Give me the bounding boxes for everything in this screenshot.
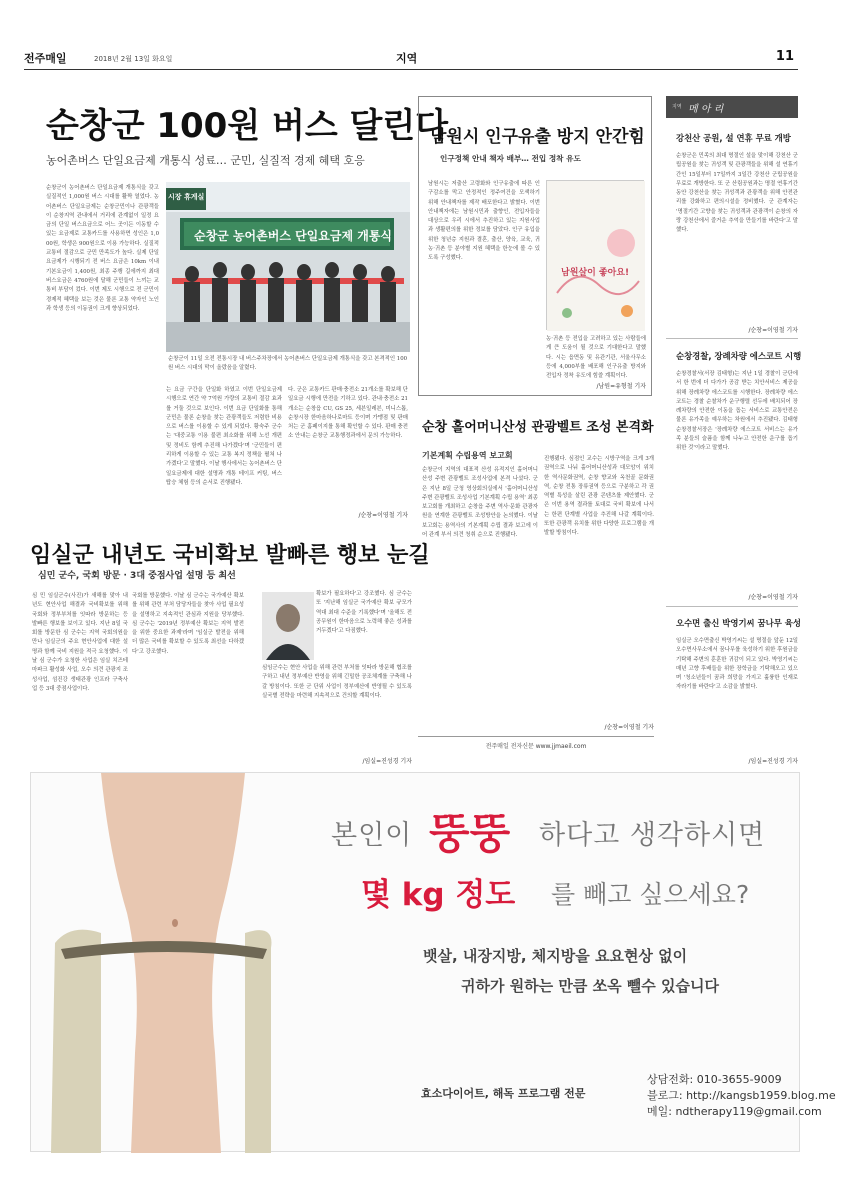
article-headline-fortress: 순창 홀어머니산성 관광벨트 조성 본격화 (422, 420, 654, 435)
imsil-article-col3: 확보가 필요하다'고 강조했다. 심 군수는 또 '지난해 임실군 국가예산 확보 규모가 역대 최대 수준을 기록했다'며 '올해도 전 공무원이 한마음으로 노력해 좋은 성과를 거두겠다'고 다짐했다. (316, 591, 412, 635)
sidebar-item-text-1: 순창군은 민족의 최대 명절인 설을 맞이해 강천산 군립공원을 찾는 귀성객 및 관광객들을 위해 설 연휴기간인 15일부터 17일까지 3일간 강천산 군립공원을 무료로 개방한다. 또 군 산림공원과는 명절 연휴기간 동안 강천산을 찾는 귀성객과 관광객을 위해 안전관리를 강화하고 편의시설을 정비했다. 군 관계자는 '명절기간 고향을 찾는 귀성객과 관광객이 순창의 자랑 강천산에서 즐거운 추억을 만들기를 바란다'고 말했다. (676, 153, 798, 234)
ad-line2-suffix: 를 빼고 싶으세요? (551, 880, 750, 909)
article-subheadline-fortress: 기본계획 수립용역 보고회 (422, 451, 513, 460)
sidebar-item-credit-3: /임실=진성경 기자 (748, 758, 798, 765)
ad-line2-emphasis: 몇 kg 정도 (361, 877, 516, 913)
fortress-article-credit: /순창=이영철 기자 (604, 724, 654, 731)
sidebar-item-title-1: 강천산 공원, 설 연휴 무료 개방 (676, 133, 791, 143)
sidebar-item-text-3: 임실군 오수면출신 박영기씨는 설 명절을 앞둔 12일 오수면사무소에서 꿈나무를 육성하기 위한 후원금을 기탁해 주변의 훈훈한 귀감이 되고 있다. 박영기씨는 매년 고향 후배들을 위한 장학금을 기탁해오고 있으며 '청소년들이 꿈과 희망을 가지고 훌륭한 인재로 자라기를 바란다'고 소감을 밝혔다. (676, 638, 798, 691)
newspaper-brand: 전주매일 (24, 52, 67, 65)
ad-line3: 뱃살, 내장지방, 체지방을 요요현상 없이 (423, 947, 688, 965)
namwon-article-col1: 남원시는 저출산 고령화와 인구유출에 따른 인구감소를 막고 안정적인 정주여건을 모색하기 위해 안내책자를 제작 배포한다고 밝혔다. 이번 안내책자에는 남원시민과 출향인, 전입자들을 대상으로 우리 시에서 추진하고 있는 지원사업과 생활편의를 위한 정보를 담았다. 인구 유입을 위한 청년층 지원과 결혼, 출산, 양육, 교육, 귀농·귀촌 등 분야별 지원 혜택을 한눈에 볼 수 있도록 구성했다. (428, 181, 540, 262)
namwon-article-credit: /남원=유형철 기자 (596, 383, 646, 390)
photo-banner-text: 순창군 농어촌버스 단일요금제 개통식 (194, 229, 393, 243)
article-headline-bus: 순창군 100원 버스 달린다 (46, 106, 449, 146)
article-subheadline-bus: 농어촌버스 단일요금제 개통식 성료… 군민, 실질적 경제 혜택 호응 (46, 154, 365, 167)
fortress-article-col1: 순창군이 지역의 대표적 산성 유적지인 홀어머니산성 주변 관광벨트 조성사업에 본격 나섰다. 군은 지난 8일 군청 영상회의실에서 '홀어머니산성 주변 관광벨트 조성사업 기본계획 수립 용역' 최종 보고회를 개최하고 순창읍 주변 역사·문화 관광자원을 연계한 관광벨트 조성방안을 논의했다. 이날 보고회는 용역사의 기본계획 수립 결과 보고에 이어 관계 부서 의견 청취 순으로 진행됐다. (422, 467, 538, 539)
imsil-article-col1: 심 민 임실군수(사진)가 새해를 맞아 내년도 현안사업 해결과 국비확보를 위해 국회와 정부부처를 잇따라 방문하는 등 발빠른 행보를 보이고 있다. 지난 8일 국회를 방문한 심 군수는 지역 국회의원을 만나 임실군의 주요 현안사업에 대한 설명과 함께 국비 지원을 적극 요청했다. 이날 심 군수가 요청한 사업은 임실 치즈테마파크 활성화 사업, 오수 의견 관광지 조성사업, 섬진강 생태관광 인프라 구축사업 등 3대 중점사업이다. (32, 593, 128, 692)
booklet-title: 남원살이 좋아요! (561, 268, 630, 278)
page-number: 11 (775, 49, 794, 64)
ad-line1-suffix: 하다고 생각하시면 (539, 820, 766, 851)
article-subheadline-imsil: 심민 군수, 국회 방문 · 3대 중점사업 설명 등 최선 (38, 571, 236, 581)
booklet-illustration (547, 181, 645, 331)
bus-article-col1: 순창군이 농어촌버스 단일요금제 개통식을 갖고 실질적인 1,000원 버스 시대를 활짝 열었다. 농어촌버스 단일요금제는 순창군민이나 관광객들이 순창지역 관내에서 거리에 관계없이 일정 요금의 단일 버스요금으로 어느 곳이든 이동할 수 있는 요금제로 교통카드를 사용하면 성인은 1,000원, 학생은 900원으로 이용 가능하다. 실질적 교통비 절감으로 군민 만족도가 높다. 실제 단일요금제가 시행되기 전 버스 요금은 10km 이내 기본요금이 1,400원, 최종 주행 길에까지 최대 버스요금은 4760원에 달해 군민들이 느끼는 교통비 부담이 컸다. 이번 제도 시행으로 전 군민이 경제적 혜택을 보는 것은 물론 교통 약자인 노인과 학생 등의 이동권이 크게 향상되었다. (46, 185, 159, 312)
portrait-illustration (262, 592, 314, 660)
e-paper-footer: 전주매일 전자신문 www.jjmaeil.com (485, 743, 587, 750)
ad-email: 메일: ndtherapy119@gmail.com (647, 1105, 822, 1118)
imsil-article-col4: 심임군수는 현안 사업을 위해 관련 부처를 잇따라 방문해 협조를 구하고 내년 정부예산 반영을 위해 긴밀한 공조체계를 구축해 나갈 방침이다. 또한 군 단위 사업이 정부예산에 반영될 수 있도록 실국별 전략을 마련해 지속적으로 건의할 계획이다. (262, 665, 412, 699)
imsil-mayor-portrait (262, 592, 314, 660)
sidebar-column-banner (666, 96, 798, 118)
bus-ceremony-photo (166, 182, 410, 352)
bus-article-col3: 다. 군은 교통카드 판매·충전소 21개소를 확보해 단일요금 시행에 만전을 기하고 있다. 관내·충전소 21개소는 순창읍 CU, GS 25, 세븐일레븐, 미니스톱, 순창시장 한마음하나로마트 등이며 가맹점 및 판매처는 군 홈페이지를 통해 확인할 수 있다. 판매 충전소 안내는 순창군 교통행정과에서 문의 가능하다. (288, 387, 408, 440)
imsil-article-credit: /임실=진성경 기자 (362, 758, 412, 765)
bus-article-col2: 는 요금 구간을 단일화 하였고 이번 단일요금제 시행으로 연간 약 7억원 가량의 교통비 절감 효과를 거둘 것으로 보인다. 이번 요금 단일화를 통해 군민은 물론 순창을 찾는 관광객들도 저렴한 비용으로 버스를 이용할 수 있게 되었다. 황숙주 군수는 '대중교통 이용 불편 최소화를 위해 노선 개편 및 정비도 함께 추진해 나가겠다'며 '군민들이 편리하게 이용할 수 있는 교통 복지 정책을 펼쳐 나가겠다'고 말했다. 이날 행사에서는 농어촌버스 단일요금제에 대한 설명과 개통 테이프 커팅, 버스탑승 체험 등의 순서로 진행됐다. (166, 387, 282, 486)
article-headline-namwon: 남원시 인구유출 방지 안간힘 (430, 127, 645, 147)
photo-sign-text: 시장 휴게실 (168, 193, 205, 201)
namwon-booklet-photo (546, 180, 644, 330)
ad-phone: 상담전화: 010-3655-9009 (647, 1073, 782, 1086)
ad-blog: 블로그: http://kangsb1959.blog.me (647, 1089, 836, 1102)
imsil-article-col2: 국회를 방문했다. 이날 심 군수는 국가예산 확보를 위해 관련 부처 담당자들을 찾아 사업 필요성을 설명하고 지속적인 관심과 지원을 당부했다. 심 군수는 '2019년 정부예산 확보는 지역 발전을 위한 중요한 과제'라며 '임실군 발전을 위해 더 많은 국비를 확보할 수 있도록 최선을 다하겠다'고 강조했다. (132, 593, 244, 655)
namwon-article-col2: 농·귀촌 등 전입을 고려하고 있는 사람들에게 큰 도움이 될 것으로 기대한다고 말했다. 시는 읍면동 및 유관기관, 서울사무소 등에 4,000부를 배포해 인구유출 방지와 전입자 정착 유도에 힘쓸 계획이다. (546, 336, 646, 380)
diet-advertisement (30, 772, 836, 1152)
sidebar-item-text-2: 순창경찰서(서장 김태형)는 지난 1일 경찰이 군단에서 한 번에 더 다가가 공감 받는 치안서비스 제공을 위해 장례차량 에스코트를 시행한다. 장례차량 에스코트는 경찰 순찰차가 운구행렬 선두에 배치되어 장례차량의 안전한 이동을 돕는 서비스로 교통안전은 물론 유가족을 예우하는 차원에서 추진됐다. 김태형 순창경찰서장은 '장례차량 에스코트 서비스는 유가족 분들의 슬픔을 함께 나누고 안전한 운구를 돕기 위한 것'이라고 말했다. (676, 371, 798, 452)
waist-model-illustration (31, 773, 271, 1153)
sidebar-item-credit-2: /순창=이영철 기자 (748, 594, 798, 601)
article-subheadline-namwon: 인구정책 안내 책자 배부… 전입 정착 유도 (440, 154, 581, 163)
fortress-article-col2: 진행됐다. 심점인 교수는 시방구역을 크게 3개 권역으로 나눠 홀어머니산성과 대모암이 위치한 역사문화권역, 순창 향교와 옥천골 문화권역, 순창 전통 장류권역 등으로 구분하고 각 권역별 특성을 살린 관광 콘텐츠를 제안했다. 군은 이번 용역 결과를 토대로 국비 확보에 나서는 한편 단계별 사업을 추진해 나갈 계획이다. 또한 관광객 유치를 위한 다양한 프로그램을 개발할 방침이다. (544, 456, 654, 537)
issue-date: 2018년 2월 13일 화요일 (94, 55, 173, 63)
ad-line4: 귀하가 원하는 만큼 쏘옥 뺄수 있습니다 (461, 977, 719, 995)
bus-ceremony-illustration (166, 182, 410, 352)
page-header (24, 42, 798, 70)
bus-photo-caption: 순창군이 11일 오전 전통시장 내 버스주차장에서 농어촌버스 단일요금제 개통식을 갖고 본격적인 100원 버스 시대의 막이 올랐음을 알렸다. (168, 356, 408, 371)
sidebar-item-credit-1: /순창=이영철 기자 (748, 327, 798, 334)
sidebar-item-title-3: 오수면 출신 박영기씨 꿈나무 육성 (676, 618, 801, 628)
article-headline-imsil: 임실군 내년도 국비확보 발빠른 행보 눈길 (30, 543, 430, 568)
sidebar-label-big: 메 아 리 (688, 104, 724, 115)
sidebar-item-title-2: 순창경찰, 장례차량 에스코트 시행 (676, 351, 802, 361)
bus-article-credit: /순창=이영철 기자 (358, 512, 408, 519)
sidebar-label-small: 지역 (672, 104, 682, 110)
ad-brand: 효소다이어트, 해독 프로그램 전문 (421, 1087, 586, 1100)
ad-line1-emphasis: 뚱뚱 (429, 809, 511, 858)
ad-line1-prefix: 본인이 (331, 820, 413, 851)
section-name: 지역 (396, 52, 418, 65)
